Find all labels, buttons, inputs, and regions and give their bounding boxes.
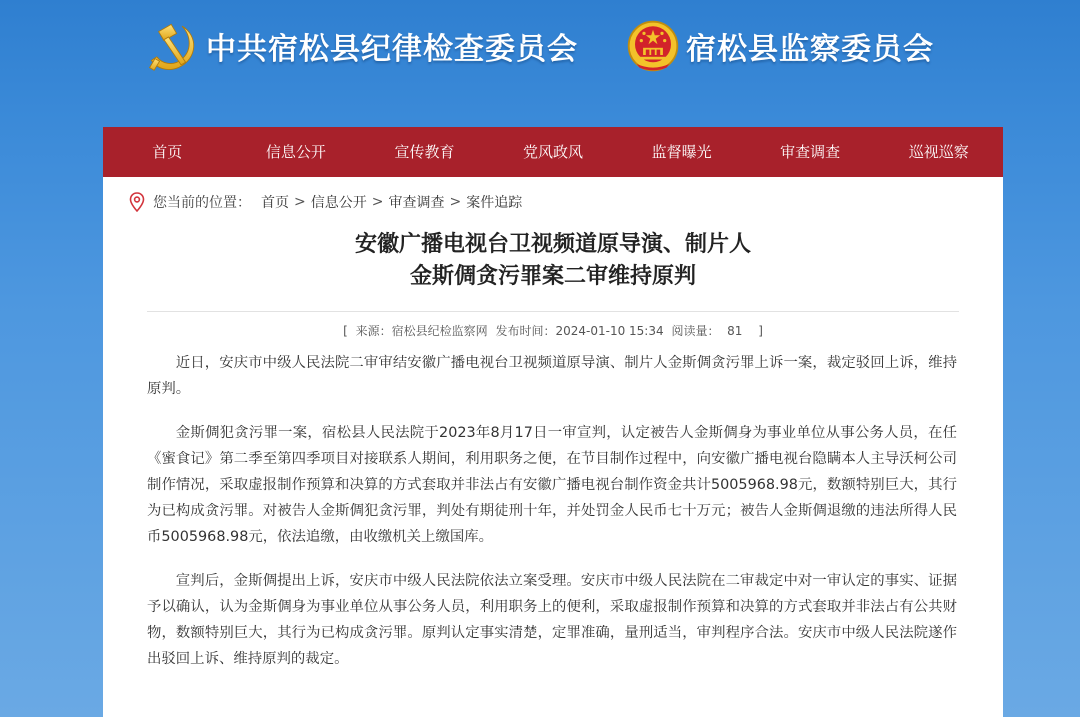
article-title-line-1: 安徽广播电视台卫视频道原导演、制片人 xyxy=(354,232,751,257)
article-paragraph: 近日，安庆市中级人民法院二审审结安徽广播电视台卫视频道原导演、制片人金斯倜贪污罪上诉一案，裁定驳回上诉，维持原判。 xyxy=(147,355,957,397)
location-pin-icon xyxy=(129,192,145,212)
breadcrumb-label: 您当前的位置： xyxy=(153,195,251,211)
breadcrumb-separator: > xyxy=(371,194,384,210)
site-header xyxy=(0,0,1080,128)
article-content xyxy=(147,350,957,672)
nav-item-info-disclosure[interactable]: 信息公开 xyxy=(265,143,326,161)
article-paragraph: 金斯倜犯贪污罪一案，宿松县人民法院于2023年8月17日一审宣判，认定被告人金斯倜身为事业单位从事公务人员，在任《蜜食记》第二季至第四季项目对接联系人期间，利用职务之便，在节目制作过程中，向安徽广播电视台隐瞒本人主导沃柯公司制作情况，采取虚报制作预算和决算的方式套取并非法占有安徽广播电视台制作资金共计5005968.98元，数额特别巨大，其行为已构成贪污罪。对被告人金斯倜犯贪污罪，判处有期徒刑十年，并处罚金人民币七十万元；被告人金斯倜退缴的违法所得人民币5005968.98元，依法追缴，由收缴机关上缴国库。 xyxy=(147,425,957,545)
breadcrumb-separator: > xyxy=(449,194,462,210)
header-right-title: 宿松县监察委员会 xyxy=(686,32,934,67)
header-left-group[interactable] xyxy=(146,18,578,74)
nav-item-publicity-education[interactable]: 宣传教育 xyxy=(394,143,455,161)
meta-bracket-open: [ xyxy=(343,324,348,338)
title-divider xyxy=(147,311,959,312)
national-emblem-icon xyxy=(626,19,680,73)
main-container xyxy=(103,127,1003,717)
breadcrumb-separator: > xyxy=(294,194,306,210)
article-meta xyxy=(103,322,1003,338)
nav-item-supervision-exposure[interactable]: 监督曝光 xyxy=(651,143,712,161)
article-title-line-2: 金斯倜贪污罪案二审维持原判 xyxy=(409,264,696,289)
meta-bracket-close: ] xyxy=(758,324,763,338)
meta-source: 来源：宿松县纪检监察网 xyxy=(355,324,488,338)
breadcrumb-case-tracking[interactable]: 案件追踪 xyxy=(466,195,523,211)
breadcrumb-review-investigation[interactable]: 审查调查 xyxy=(388,195,445,211)
nav-item-home[interactable]: 首页 xyxy=(152,143,183,161)
meta-publish-time: 发布时间：2024-01-10 15:34 xyxy=(495,324,664,338)
header-right-group[interactable] xyxy=(626,18,934,74)
party-emblem-icon xyxy=(146,19,200,73)
breadcrumb-info-disclosure[interactable]: 信息公开 xyxy=(310,195,367,211)
nav-item-review-investigation[interactable]: 审查调查 xyxy=(780,143,841,161)
breadcrumb xyxy=(103,177,1003,227)
article-paragraph: 宣判后，金斯倜提出上诉，安庆市中级人民法院依法立案受理。安庆市中级人民法院在二审裁定中对一审认定的事实、证据予以确认，认为金斯倜身为事业单位从事公务人员，利用职务上的便利，采取虚报制作预算和决算的方式套取并非法占有公共财物，数额特别巨大，其行为已构成贪污罪。原判认定事实清楚，定罪准确，量刑适当，审判程序合法。安庆市中级人民法院遂作出驳回上诉、维持原判的裁定。 xyxy=(147,573,957,667)
header-left-title: 中共宿松县纪律检查委员会 xyxy=(206,32,578,67)
main-nav xyxy=(103,127,1003,177)
nav-item-party-government-style[interactable]: 党风政风 xyxy=(523,143,584,161)
meta-views: 阅读量： 81 xyxy=(671,324,743,338)
breadcrumb-home[interactable]: 首页 xyxy=(261,195,289,211)
article-title xyxy=(103,229,1003,293)
nav-item-inspection[interactable]: 巡视巡察 xyxy=(908,143,969,161)
